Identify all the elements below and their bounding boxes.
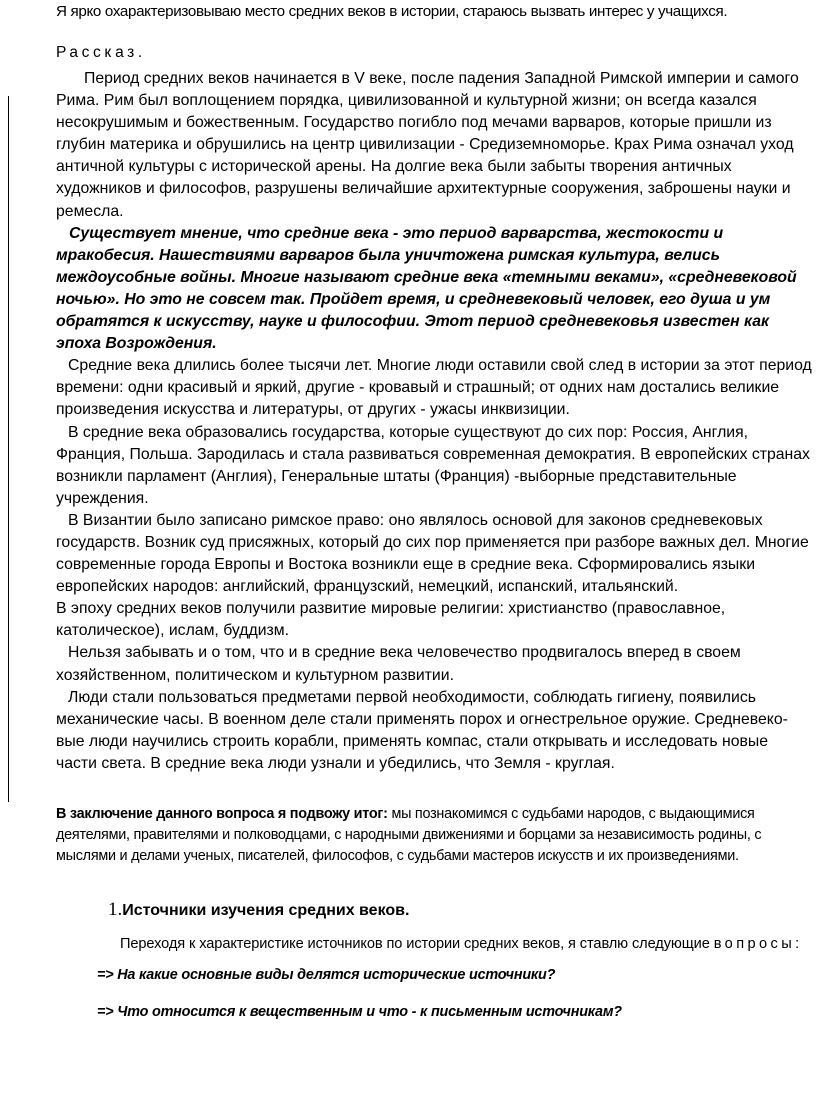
story-paragraph-1: Период средних веков начинается в V веке, после падения Западной Римской империи и самого Рима. Рим был воплощением порядка, цивилизованной и культурной жизни; он всегда казался несокрушимым и божественным. Государство погибло под мечами варваров, которые пришли из глубин материка и обрушились на центр цивилизации - Средиземноморье. Крах Рима означал уход античной культуры с исторической арены. На долгие века были забыты творения античных художников и философов, разрушены величайшие архитектурные сооружения, заброшены науки и ремесла.	[56, 70, 799, 220]
transition-line	[120, 936, 803, 952]
story-paragraph-7: Нельзя забывать и о том, что и в средние века человечество продвигалось вперед в своем хозяйственном, политическом и культурном развитии.	[56, 644, 741, 684]
section-number: 1.	[108, 899, 123, 920]
margin-rule	[8, 96, 9, 802]
section-heading	[108, 899, 409, 921]
story-paragraph-5: В Византии было записано римское право: оно являлось основой для законов средневековых государств. Возник суд присяжных, который до сих пор применяется при разборе важных дел. Многие современные города Европы и Востока возникли еще в средние века. Сформировались языки европейских народов: английский, французский, немецкий, испанский, итальянский.	[56, 511, 809, 596]
story-paragraph-3: Средние века длились более тысячи лет. Многие люди оставили свой след в истории за этот период времени: одни красивый и яркий, другие - кровавый и страшный; от одних нам достались великие произведения искусства и литературы, от других - ужасы инквизиции.	[56, 357, 812, 419]
story-paragraph-8: Люди стали пользоваться предметами первой необходимости, соблюдать гигиену, появились механические часы. В военном деле стали применять порох и огнестрельное оружие. Средневеко-вые люди научились строить корабли, применять компас, стали открывать и исследовать новые части света. В средние века люди узнали и убедились, что Земля - круглая.	[56, 688, 788, 772]
intro-line: Я ярко охарактеризовываю место средних веков в истории, стараюсь вызвать интерес у учащихся.	[56, 3, 728, 20]
story-body	[56, 68, 812, 775]
transition-spaced-word: вопросы:	[713, 936, 803, 952]
question-1: => На какие основные виды делятся исторические источники?	[97, 967, 556, 983]
story-paragraph-4: В средние века образовались государства, которые существуют до сих пор: Россия, Англия, Франция, Польша. Зародилась и стала развиваться современная демократия. В европейских странах возникли парламент (Англия), Генеральные штаты (Франция) -выборные представительные учреждения.	[56, 423, 810, 507]
story-paragraph-6: В эпоху средних веков получили развитие мировые религии: христианство (православное, католическое), ислам, буддизм.	[56, 600, 726, 640]
conclusion	[56, 804, 812, 868]
transition-text: Переходя к характеристике источников по истории средних веков, я ставлю следующие	[120, 936, 710, 952]
conclusion-text: мы познакомимся с судьбами народов, с выдающимися деятелями, правителями и полководцами, с народными движениями и борцами за независимость родины, с мыслями и делами ученых, писателей, философов, с судьбами мастеров искусств и их произведениями.	[56, 806, 762, 865]
question-2: => Что относится к вещественным и что - к письменным источникам?	[97, 1004, 622, 1020]
section-title: Источники изучения средних веков.	[122, 902, 410, 919]
conclusion-lead: В заключение данного вопроса я подвожу итог:	[56, 806, 388, 822]
story-paragraph-2-emphasis: Существует мнение, что средние века - это период варварства, жестокости и мракобесия. Нашествиями варваров была уничтожена римская культура, велись междоусобные войны. Многие называют средние века «темными веками», «средневековой ночью». Но это не совсем так. Пройдет время, и средневековый человек, его душа и ум обратятся к искусству, науке и философии. Этот период средневековья известен как эпоха Возрождения.	[56, 224, 797, 353]
story-label: Рассказ.	[56, 44, 146, 61]
